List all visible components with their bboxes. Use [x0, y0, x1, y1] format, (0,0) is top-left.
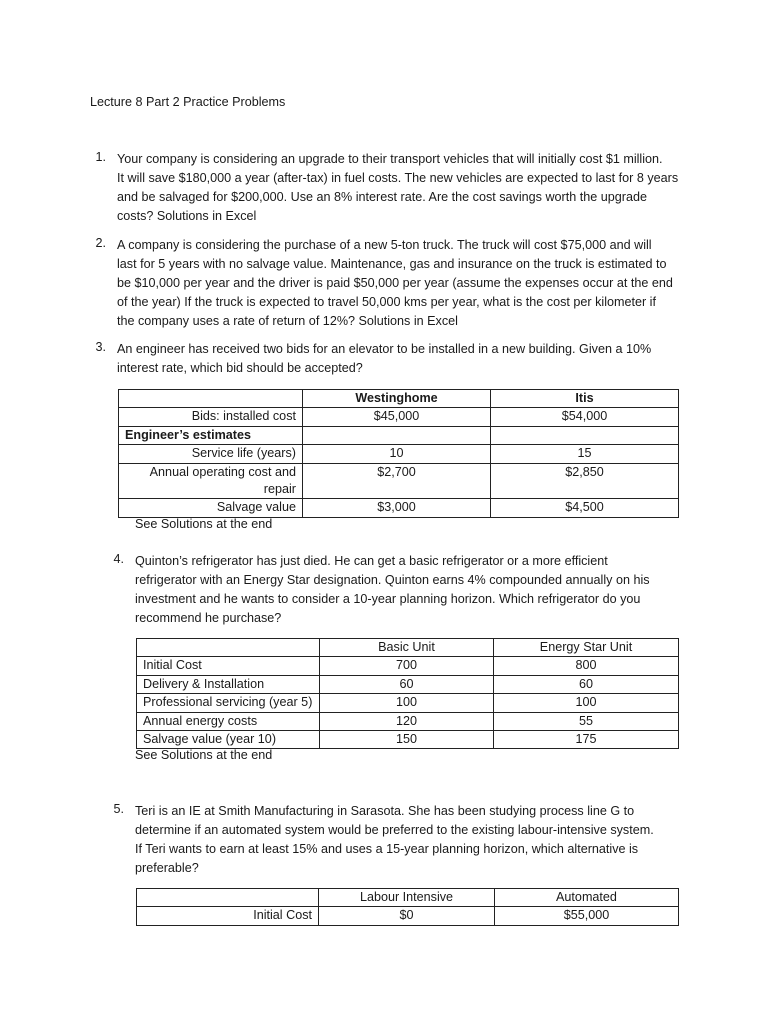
table-cell [119, 463, 303, 499]
text-line: A company is considering the purchase of a new 5-ton truck. The truck will cost $75,000 and will [117, 238, 652, 252]
table-cell: $55,000 [495, 907, 679, 925]
refrigerator-costs-table [136, 638, 679, 749]
text-line: refrigerator with an Energy Star designation. Quinton earns 4% compounded annually on his [135, 573, 650, 587]
table-cell: 55 [494, 712, 679, 730]
text-line: determine if an automated system would be preferred to the existing labour-intensive system. [135, 823, 654, 837]
text-line: It will save $180,000 a year (after-tax) in fuel costs. The new vehicles are expected to last for 8 years [117, 171, 679, 185]
table-header-cell [137, 639, 320, 657]
text-line: costs? Solutions in Excel [117, 209, 257, 223]
table-header-cell: Itis [491, 390, 679, 408]
table-cell: 60 [494, 675, 679, 693]
text-line: Your company is considering an upgrade to their transport vehicles that will initially cost $1 million. [117, 152, 663, 166]
table-cell: $45,000 [303, 408, 491, 426]
problem-number: 2. [95, 236, 106, 250]
solutions-note: See Solutions at the end [135, 748, 273, 762]
text-line: be $10,000 per year and the driver is paid $50,000 per year (assume the expenses occur at the end [117, 276, 673, 290]
table-cell: 150 [320, 731, 494, 749]
problem-text [117, 150, 678, 226]
table-row [119, 463, 679, 499]
table-cell: 100 [320, 694, 494, 712]
table-cell: 700 [320, 657, 494, 675]
problem-text [135, 802, 654, 878]
table-cell: Engineer’s estimates [119, 426, 303, 444]
elevator-bids-table [118, 389, 679, 518]
text-line: interest rate, which bid should be accepted? [117, 361, 363, 375]
table-cell [303, 426, 491, 444]
problem-text [135, 552, 650, 628]
text-line: last for 5 years with no salvage value. Maintenance, gas and insurance on the truck is estimated to [117, 257, 667, 271]
table-cell: 10 [303, 445, 491, 463]
problem-number: 3. [95, 340, 106, 354]
cell-line: Annual operating cost and [149, 464, 296, 479]
table-cell: $54,000 [491, 408, 679, 426]
table-header-cell: Basic Unit [320, 639, 494, 657]
table-cell: Bids: installed cost [119, 408, 303, 426]
table-header-cell: Energy Star Unit [494, 639, 679, 657]
table-cell: Annual energy costs [137, 712, 320, 730]
problem-number: 4. [113, 552, 124, 566]
problem-text [117, 340, 651, 378]
cell-line: repair [263, 482, 296, 497]
text-line: investment and he wants to consider a 10-year planning horizon. Which refrigerator do you [135, 592, 641, 606]
table-cell: Salvage value (year 10) [137, 731, 320, 749]
table-cell: 15 [491, 445, 679, 463]
text-line: the company uses a rate of return of 12%? Solutions in Excel [117, 314, 458, 328]
table-header-row [137, 889, 679, 907]
table-cell: Initial Cost [137, 907, 319, 925]
table-cell: Service life (years) [119, 445, 303, 463]
text-line: of the year) If the truck is expected to travel 50,000 kms per year, what is the cost per kilometer if [117, 295, 656, 309]
labour-automated-table [136, 888, 679, 926]
table-row [119, 408, 679, 426]
text-line: Teri is an IE at Smith Manufacturing in Sarasota. She has been studying process line G to [135, 804, 635, 818]
table-row [137, 657, 679, 675]
table-cell: $0 [319, 907, 495, 925]
problem-number: 5. [113, 802, 124, 816]
solutions-note: See Solutions at the end [135, 517, 273, 531]
table-cell: $3,000 [303, 499, 491, 517]
table-header-row [137, 639, 679, 657]
table-cell: Initial Cost [137, 657, 320, 675]
table-header-cell: Westinghome [303, 390, 491, 408]
table-cell: 60 [320, 675, 494, 693]
table-cell: 100 [494, 694, 679, 712]
table-cell: 120 [320, 712, 494, 730]
table-cell: Professional servicing (year 5) [137, 694, 320, 712]
table-header-cell: Automated [495, 889, 679, 907]
table-cell: $2,700 [303, 463, 491, 499]
table-cell: Salvage value [119, 499, 303, 517]
table-cell: Delivery & Installation [137, 675, 320, 693]
table-header-cell [119, 390, 303, 408]
table-cell: $4,500 [491, 499, 679, 517]
table-header-row [119, 390, 679, 408]
table-cell: 800 [494, 657, 679, 675]
table-cell: $2,850 [491, 463, 679, 499]
text-line: and be salvaged for $200,000. Use an 8% interest rate. Are the cost savings worth the upgrade [117, 190, 647, 204]
table-row [119, 445, 679, 463]
table-row [137, 907, 679, 925]
table-cell [491, 426, 679, 444]
table-row [119, 426, 679, 444]
table-row [137, 694, 679, 712]
problem-number: 1. [95, 150, 106, 164]
table-row [137, 712, 679, 730]
text-line: recommend he purchase? [135, 611, 282, 625]
table-header-cell [137, 889, 319, 907]
table-header-cell: Labour Intensive [319, 889, 495, 907]
text-line: preferable? [135, 861, 199, 875]
problem-text [117, 236, 673, 331]
table-cell: 175 [494, 731, 679, 749]
text-line: An engineer has received two bids for an elevator to be installed in a new building. Given a 10% [117, 342, 652, 356]
page-title: Lecture 8 Part 2 Practice Problems [90, 95, 286, 109]
text-line: Quinton’s refrigerator has just died. He can get a basic refrigerator or a more efficient [135, 554, 608, 568]
table-row [137, 675, 679, 693]
text-line: If Teri wants to earn at least 15% and uses a 15-year planning horizon, which alternative is [135, 842, 639, 856]
